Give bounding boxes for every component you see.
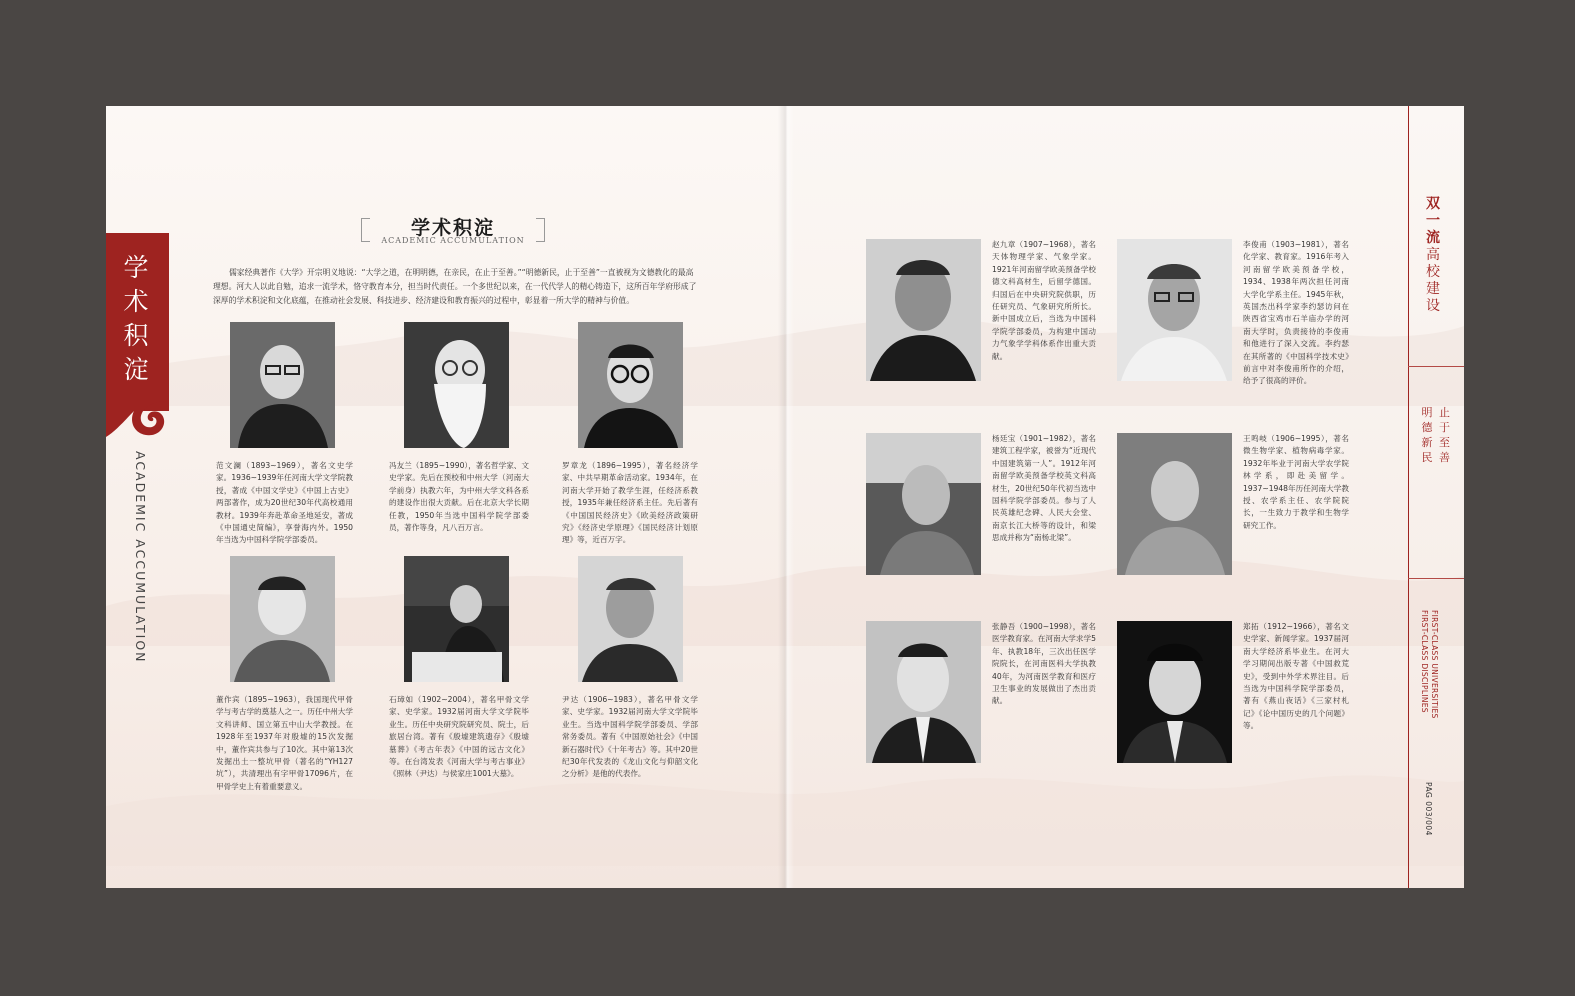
side-title-bottom: 高校建设 — [1426, 247, 1440, 314]
portrait-photo — [578, 322, 683, 448]
portrait-photo — [866, 239, 981, 381]
side-rule-1 — [1408, 366, 1464, 367]
person-caption: 张静吾（1900~1998），著名医学教育家。在河南大学求学5年、执教18年，三次出任医学院院长，在河南医科大学执教40年，为河南医学教育和医疗卫生事业的发展做出了杰出贡献。 — [992, 622, 1096, 706]
vertical-english-label: ACADEMIC ACCUMULATION — [133, 451, 148, 664]
portrait-photo — [230, 322, 335, 448]
person-caption: 范文澜（1893~1969），著名文史学家。1936~1939年任河南大学文学院教授，著成《中国文学史》《中国上古史》两部著作，成为20世纪30年代高校通用教材。1939年奔赴革命圣地延安，著成《中国通史简编》，享誉海内外。1950年当选为中国科学院学部委员。 — [216, 461, 353, 545]
cloud-swirl-icon — [106, 391, 169, 441]
portrait-photo — [230, 556, 335, 682]
section-ribbon — [106, 233, 169, 411]
person-caption: 尹达（1906~1983），著名甲骨文学家、史学家。1932届河南大学文学院毕业生。当选中国科学院学部委员、学部常务委员。著有《中国原始社会》《中国新石器时代》《十年考古》等。其中20世纪30年代发表的《龙山文化与仰韶文化之分析》是他的代表作。 — [562, 695, 698, 779]
portrait-photo — [1117, 433, 1232, 575]
person-caption: 李俊甫（1903~1981），著名化学家、教育家。1916年考入河南留学欧美预备学校，1934、1938年两次担任河南大学化学系主任。1945年秋，英国杰出科学家李约瑟访问在陕西省宝鸡市石羊庙办学的河南大学时，负责接待的李俊甫和他进行了深入交流。李约瑟在其所著的《中国科学技术史》前言中对李俊甫所作的介绍，给予了很高的评价。 — [1243, 240, 1349, 386]
person-caption: 赵九章（1907~1968），著名天体物理学家、气象学家。1921年河南留学欧美预备学校德文科高材生，后留学德国。归国后在中央研究院供职，历任研究员、气象研究所所长。新中国成立后，当选为中国科学院学部委员，为构建中国动力气象学学科体系作出重大贡献。 — [992, 240, 1096, 361]
person-caption: 石璋如（1902~2004），著名甲骨文学家、史学家。1932届河南大学文学院毕业生。历任中央研究院研究员、院士，后旅居台湾。著有《殷墟建筑遗存》《殷墟墓葬》《考古年表》《中国的远古文化》等。在台湾发表《河南大学与考古事业》《照林（尹达）与侯家庄1001大墓》。 — [389, 695, 529, 779]
portrait-photo — [1117, 621, 1232, 763]
book-gutter — [778, 106, 794, 888]
brochure-spread — [106, 106, 1464, 888]
side-english-label — [1419, 610, 1439, 719]
ribbon-title: 学术积淀 — [123, 253, 151, 384]
motto-column-2: 止于至善 — [1439, 406, 1450, 464]
person-caption: 王鸣岐（1906~1995），著名微生物学家、植物病毒学家。1932年毕业于河南大学农学院林学系，即赴美留学。1937~1948年历任河南大学教授、农学系主任、农学院院长，一生致力于教学和生物学研究工作。 — [1243, 434, 1349, 530]
side-title-top: 双一流 — [1426, 196, 1440, 246]
portrait-photo — [404, 322, 509, 448]
portrait-photo — [404, 556, 509, 682]
side-rule-2 — [1408, 578, 1464, 579]
portrait-photo — [578, 556, 683, 682]
motto-column-1: 明德新民 — [1421, 406, 1433, 464]
person-caption: 罗章龙（1896~1995），著名经济学家、中共早期革命活动家。1934年，在河南大学开始了教学生涯，任经济系教授，1935年兼任经济系主任。先后著有《中国国民经济史》《欧美经济政策研究》《经济史学原理》《国民经济计划原理》等，近百万字。 — [562, 461, 698, 545]
person-caption: 董作宾（1895~1963），我国现代甲骨学与考古学的奠基人之一。历任中州大学文科讲师、国立第五中山大学教授。在1928年至1937年对殷墟的15次发掘中，董作宾共参与了10次。其中第13次发掘出土一整坑甲骨（著名的“YH127坑”），共清理出有字甲骨17096片，在甲骨学史上有着重要意义。 — [216, 695, 353, 791]
page-number: PAG 003/004 — [1424, 782, 1433, 836]
side-en-line-2: FIRST-CLASS DISCIPLINES — [1420, 610, 1429, 713]
side-divider-line — [1408, 106, 1409, 888]
portrait-photo — [866, 433, 981, 575]
side-title — [1420, 196, 1446, 315]
portrait-photo — [866, 621, 981, 763]
side-en-line-1: FIRST-CLASS UNIVERSITIES — [1430, 610, 1439, 719]
person-caption: 郑拓（1912~1966），著名文史学家、新闻学家。1937届河南大学经济系毕业生。在河大学习期间出版专著《中国救荒史》，受到中外学术界注目。后当选为中国科学院学部委员，著有《燕山夜话》《三家村札记》《论中国历史的几个问题》等。 — [1243, 622, 1349, 731]
section-title — [361, 213, 545, 245]
intro-paragraph: 儒家经典著作《大学》开宗明义地说：“大学之道，在明明德，在亲民，在止于至善。”“明德新民，止于至善”一直被视为文德教化的最高理想。河大人以此自勉，追求一流学术，恪守教育本分，担当时代责任。一个多世纪以来，在一代代学人的精心铸造下，这所百年学府形成了深厚的学术积淀和文化底蕴，在推动社会发展、科技进步、经济建设和教育振兴的过程中，彰显着一所大学的精神与价值。 — [213, 268, 697, 305]
side-motto — [1420, 405, 1456, 465]
person-caption: 冯友兰（1895~1990），著名哲学家、文史学家。先后在预校和中州大学（河南大学前身）执教六年，为中州大学文科各系的建设作出很大贡献。后在北京大学长期任教，1950年当选中国科学院学部委员，著作等身，凡八百万言。 — [389, 461, 529, 533]
person-caption: 杨廷宝（1901~1982），著名建筑工程学家，被誉为“近现代中国建筑第一人”。1912年河南留学欧美预备学校英文科高材生，20世纪50年代初当选中国科学院学部委员。参与了人民英雄纪念碑、人民大会堂、南京长江大桥等的设计，和梁思成并称为“南杨北梁”。 — [992, 434, 1096, 543]
title-chinese: 学术积淀 — [410, 217, 495, 239]
portrait-photo — [1117, 239, 1232, 381]
title-english: ACADEMIC ACCUMULATION — [381, 236, 525, 245]
